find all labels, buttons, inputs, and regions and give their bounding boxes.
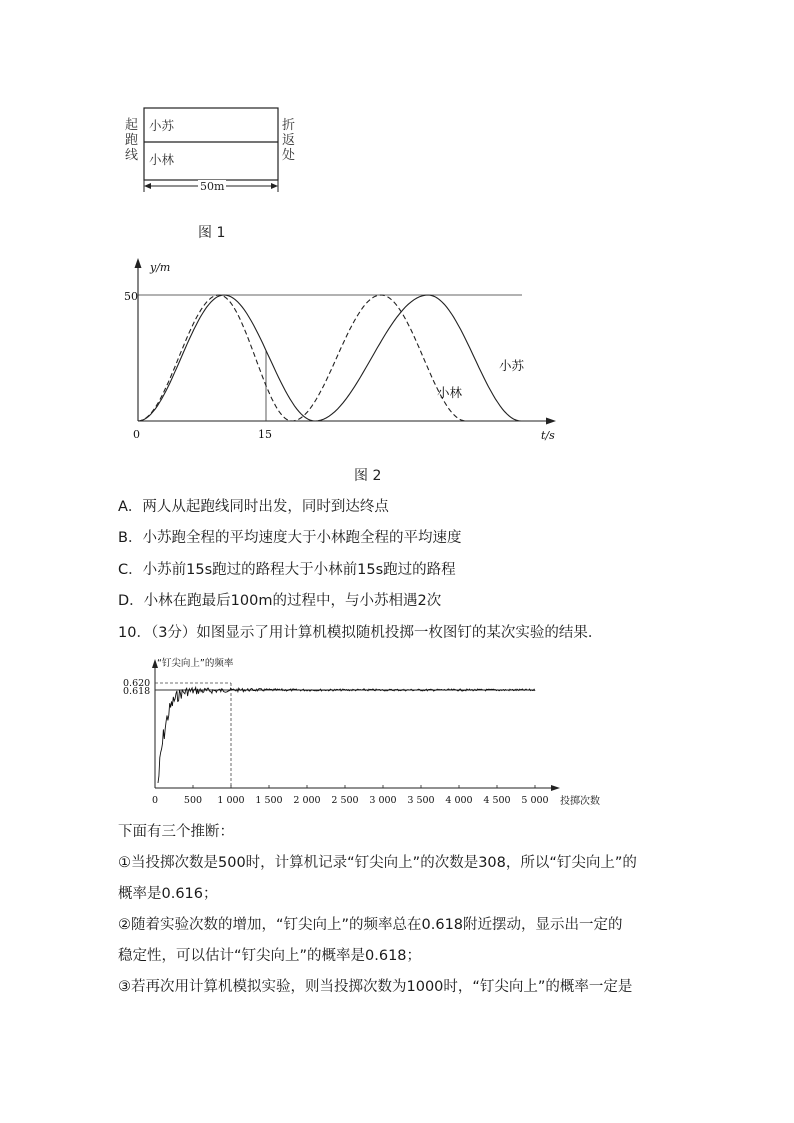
x-tick-label: 1 000 (217, 795, 245, 806)
x-tick-label: 3 000 (369, 795, 397, 806)
series-label-xiaolin: 小林 (437, 385, 463, 400)
x-axis-label: 投掷次数 (560, 796, 600, 807)
series-xiaolin-line (138, 295, 466, 421)
inference-intro: 下面有三个推断： (118, 824, 234, 840)
lane2-label: 小林 (149, 152, 175, 167)
series-label-xiaosu: 小苏 (499, 358, 525, 373)
dim-arrow-left (144, 183, 151, 189)
x-tick-label: 4 000 (445, 795, 473, 806)
x-tick-label: 500 (183, 795, 203, 806)
figure3-frequency-chart (120, 648, 620, 813)
x-tick-label: 15 (258, 428, 272, 441)
y-tick-label: 0.618 (123, 686, 151, 697)
x-tick-label: 4 500 (483, 795, 511, 806)
x-axis-arrow (546, 418, 556, 425)
x-axis-arrow (551, 785, 560, 791)
lane1-label: 小苏 (149, 118, 175, 133)
figure1-caption: 图 1 (198, 225, 226, 241)
frequency-series-line (158, 688, 535, 784)
x-tick-label: 3 500 (407, 795, 435, 806)
inference-3-line1: ③若再次用计算机模拟实验，则当投掷次数为1000时，“钉尖向上”的概率一定是 (118, 979, 633, 995)
distance-label: 50m (200, 180, 225, 193)
start-line-label: 起跑线 (125, 118, 139, 163)
x-tick-label: 0 (133, 428, 140, 441)
x-tick-label: 2 500 (331, 795, 359, 806)
y-axis-arrow (135, 258, 142, 268)
x-tick-label: 2 000 (293, 795, 321, 806)
y-tick-label: 50 (124, 290, 138, 303)
option-d: D．小林在跑最后100m的过程中，与小苏相遇2次 (118, 593, 442, 609)
question-10-stem: 10．（3分）如图显示了用计算机模拟随机投掷一枚图钉的某次实验的结果． (118, 625, 603, 641)
x-tick-label: 1 500 (255, 795, 283, 806)
y-axis-label: “钉尖向上”的频率 (157, 658, 234, 669)
x-tick-label: 5 000 (521, 795, 549, 806)
inference-1-line2: 概率是0.616； (118, 886, 218, 902)
option-c: C．小苏前15s跑过的路程大于小林前15s跑过的路程 (118, 562, 456, 578)
dim-arrow-right (271, 183, 278, 189)
y-tick-label: 0.620 (123, 678, 151, 689)
series-xiaosu-line (138, 295, 521, 421)
option-b: B．小苏跑全程的平均速度大于小林跑全程的平均速度 (118, 530, 462, 546)
inference-1-line1: ①当投掷次数是500时，计算机记录“钉尖向上”的次数是308，所以“钉尖向上”的 (118, 855, 637, 871)
y-axis-label: y/m (150, 261, 171, 274)
x-axis-label: t/s (541, 429, 555, 442)
figure2-caption: 图 2 (354, 468, 382, 484)
figure2-distance-time-chart (120, 255, 570, 450)
turn-point-label: 折返处 (282, 118, 296, 163)
x-tick-label: 0 (151, 795, 159, 806)
option-a: A．两人从起跑线同时出发，同时到达终点 (118, 499, 389, 515)
inference-2-line1: ②随着实验次数的增加，“钉尖向上”的频率总在0.618附近摆动，显示出一定的 (118, 917, 623, 933)
inference-2-line2: 稳定性，可以估计“钉尖向上”的概率是0.618； (118, 948, 422, 964)
